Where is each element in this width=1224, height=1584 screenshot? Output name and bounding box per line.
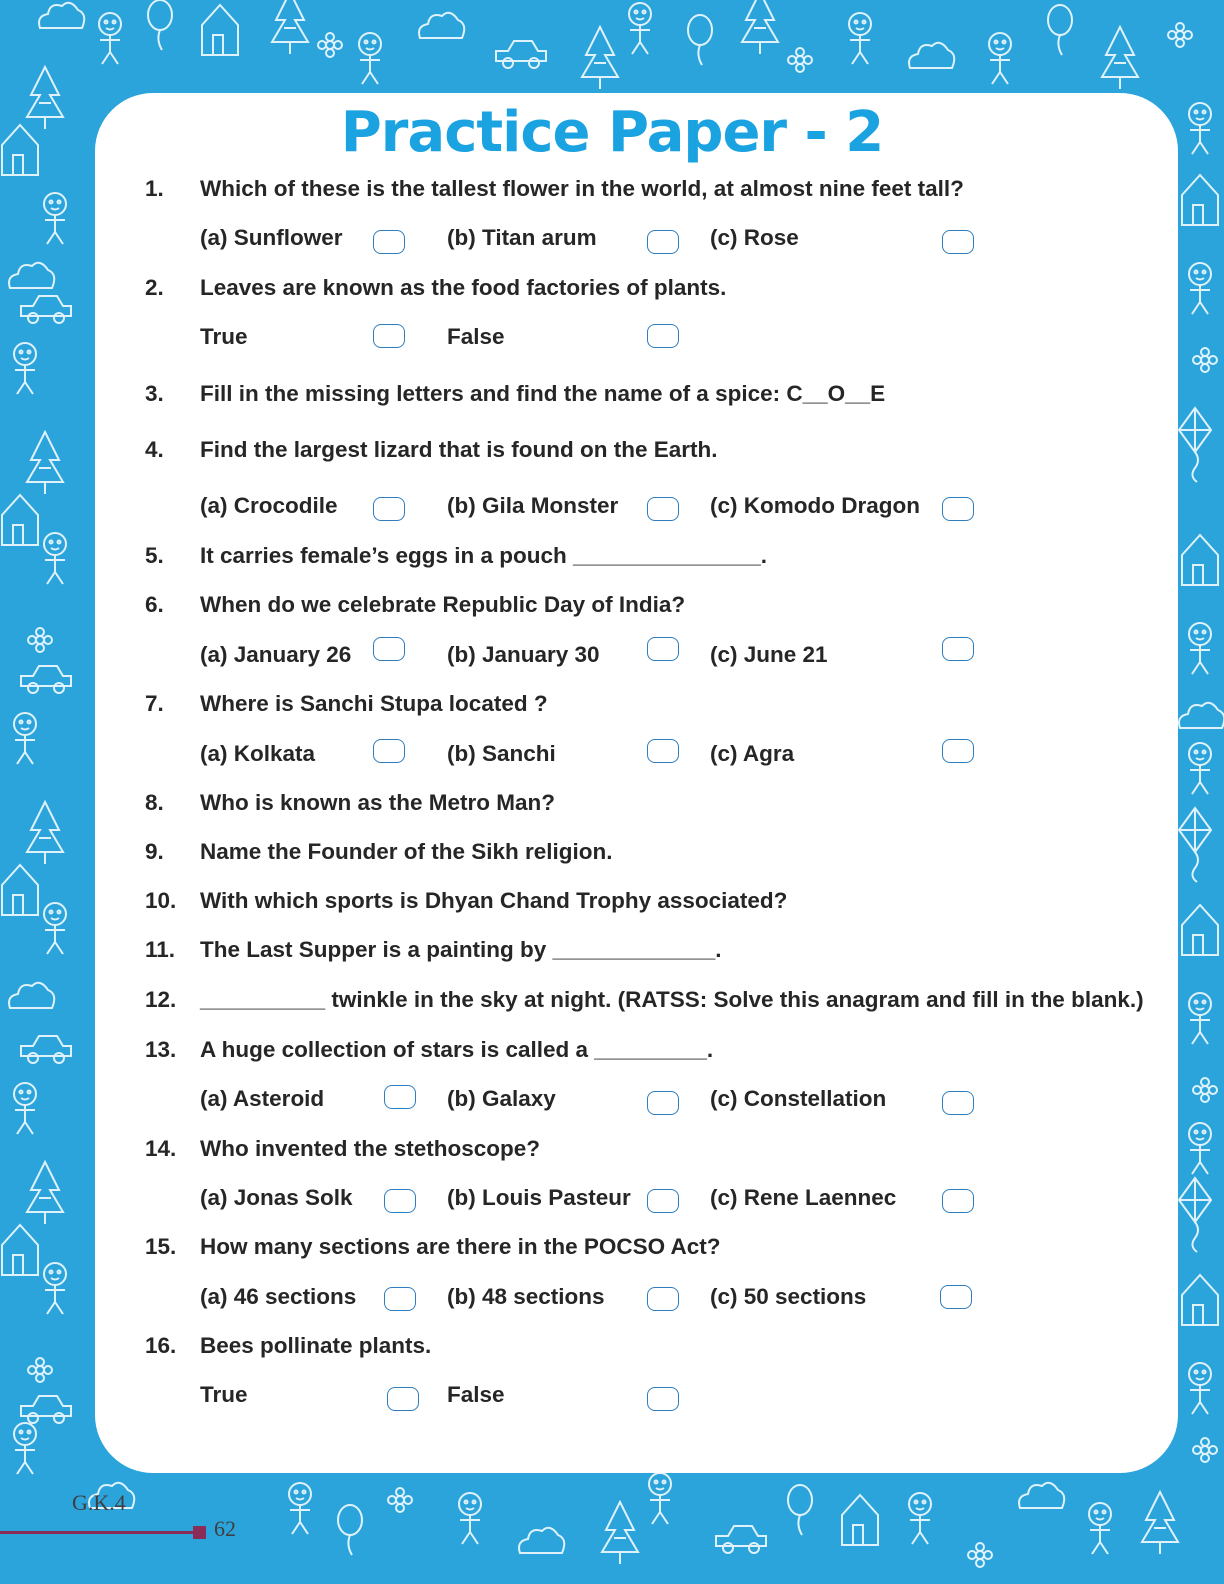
option-label: (c) Rose — [710, 225, 799, 250]
option-label: False — [447, 1382, 505, 1407]
option-label: False — [447, 324, 505, 349]
question-number: 16. — [145, 1333, 177, 1358]
option-label: (b) Galaxy — [447, 1086, 556, 1111]
option-label: (b) Louis Pasteur — [447, 1185, 631, 1210]
option-label: (c) Komodo Dragon — [710, 493, 920, 518]
answer-checkbox[interactable] — [373, 230, 405, 254]
answer-checkbox[interactable] — [647, 739, 679, 763]
question-number: 13. — [145, 1037, 177, 1062]
question-text: Name the Founder of the Sikh religion. — [200, 839, 613, 864]
question-text: Who invented the stethoscope? — [200, 1136, 541, 1161]
option-label: (a) Crocodile — [200, 493, 338, 518]
question-number: 5. — [145, 543, 164, 568]
answer-checkbox[interactable] — [647, 230, 679, 254]
option-label: True — [200, 1382, 248, 1407]
option-label: (a) Sunflower — [200, 225, 343, 250]
question-text: It carries female’s eggs in a pouch _______________. — [200, 543, 768, 568]
question-number: 9. — [145, 839, 164, 864]
question-text: __________ twinkle in the sky at night. (RATSS: Solve this anagram and fill in the blank.) — [200, 987, 1144, 1012]
question-text: Leaves are known as the food factories of plants. — [200, 275, 727, 300]
option-label: (a) January 26 — [200, 642, 352, 667]
answer-checkbox[interactable] — [942, 230, 974, 254]
option-label: (c) Rene Laennec — [710, 1185, 897, 1210]
answer-checkbox[interactable] — [647, 637, 679, 661]
answer-checkbox[interactable] — [384, 1085, 416, 1109]
answer-checkbox[interactable] — [384, 1287, 416, 1311]
question-text: The Last Supper is a painting by _____________. — [200, 937, 722, 962]
question-text: Which of these is the tallest flower in the world, at almost nine feet tall? — [200, 176, 964, 201]
question-number: 1. — [145, 176, 164, 201]
question-number: 8. — [145, 790, 164, 815]
option-label: (c) Constellation — [710, 1086, 887, 1111]
option-label: (b) Sanchi — [447, 741, 556, 766]
question-text: Find the largest lizard that is found on the Earth. — [200, 437, 718, 462]
answer-checkbox[interactable] — [647, 1189, 679, 1213]
option-label: (a) Kolkata — [200, 741, 316, 766]
question-number: 11. — [145, 937, 176, 962]
question-text: Bees pollinate plants. — [200, 1333, 432, 1358]
option-label: (a) Asteroid — [200, 1086, 325, 1111]
answer-checkbox[interactable] — [384, 1189, 416, 1213]
answer-checkbox[interactable] — [942, 497, 974, 521]
question-text: Who is known as the Metro Man? — [200, 790, 556, 815]
option-label: (a) Jonas Solk — [200, 1185, 353, 1210]
option-label: (b) Gila Monster — [447, 493, 619, 518]
option-label: (c) Agra — [710, 741, 795, 766]
question-text: A huge collection of stars is called a _________. — [200, 1037, 714, 1062]
option-label: (b) 48 sections — [447, 1284, 605, 1309]
question-number: 7. — [145, 691, 164, 716]
answer-checkbox[interactable] — [942, 1091, 974, 1115]
question-number: 6. — [145, 592, 164, 617]
option-label: (c) 50 sections — [710, 1284, 867, 1309]
answer-checkbox[interactable] — [942, 637, 974, 661]
question-text: When do we celebrate Republic Day of India? — [200, 592, 686, 617]
question-text: Fill in the missing letters and find the name of a spice: C__O__E — [200, 381, 886, 406]
option-label: (c) June 21 — [710, 642, 828, 667]
answer-checkbox[interactable] — [647, 324, 679, 348]
question-number: 4. — [145, 437, 164, 462]
question-number: 14. — [145, 1136, 177, 1161]
answer-checkbox[interactable] — [647, 1091, 679, 1115]
question-number: 2. — [145, 275, 164, 300]
answer-checkbox[interactable] — [373, 739, 405, 763]
answer-checkbox[interactable] — [387, 1387, 419, 1411]
question-number: 12. — [145, 987, 177, 1012]
answer-checkbox[interactable] — [647, 497, 679, 521]
question-text: Where is Sanchi Stupa located ? — [200, 691, 548, 716]
page-number: 62 — [214, 1516, 236, 1541]
question-text: With which sports is Dhyan Chand Trophy associated? — [200, 888, 788, 913]
footer-marker — [193, 1526, 206, 1539]
answer-checkbox[interactable] — [942, 739, 974, 763]
option-label: (a) 46 sections — [200, 1284, 357, 1309]
question-number: 3. — [145, 381, 164, 406]
answer-checkbox[interactable] — [373, 637, 405, 661]
answer-checkbox[interactable] — [942, 1189, 974, 1213]
answer-checkbox[interactable] — [373, 324, 405, 348]
option-label: (b) January 30 — [447, 642, 600, 667]
answer-checkbox[interactable] — [940, 1285, 972, 1309]
answer-checkbox[interactable] — [373, 497, 405, 521]
option-label: (b) Titan arum — [447, 225, 597, 250]
question-text: How many sections are there in the POCSO Act? — [200, 1234, 721, 1259]
question-number: 15. — [145, 1234, 177, 1259]
footer-rule — [0, 1531, 193, 1534]
option-label: True — [200, 324, 248, 349]
answer-checkbox[interactable] — [647, 1387, 679, 1411]
page-title: Practice Paper - 2 — [340, 100, 884, 165]
answer-checkbox[interactable] — [647, 1287, 679, 1311]
book-code: G.K.4 — [72, 1490, 126, 1515]
question-number: 10. — [145, 888, 177, 913]
